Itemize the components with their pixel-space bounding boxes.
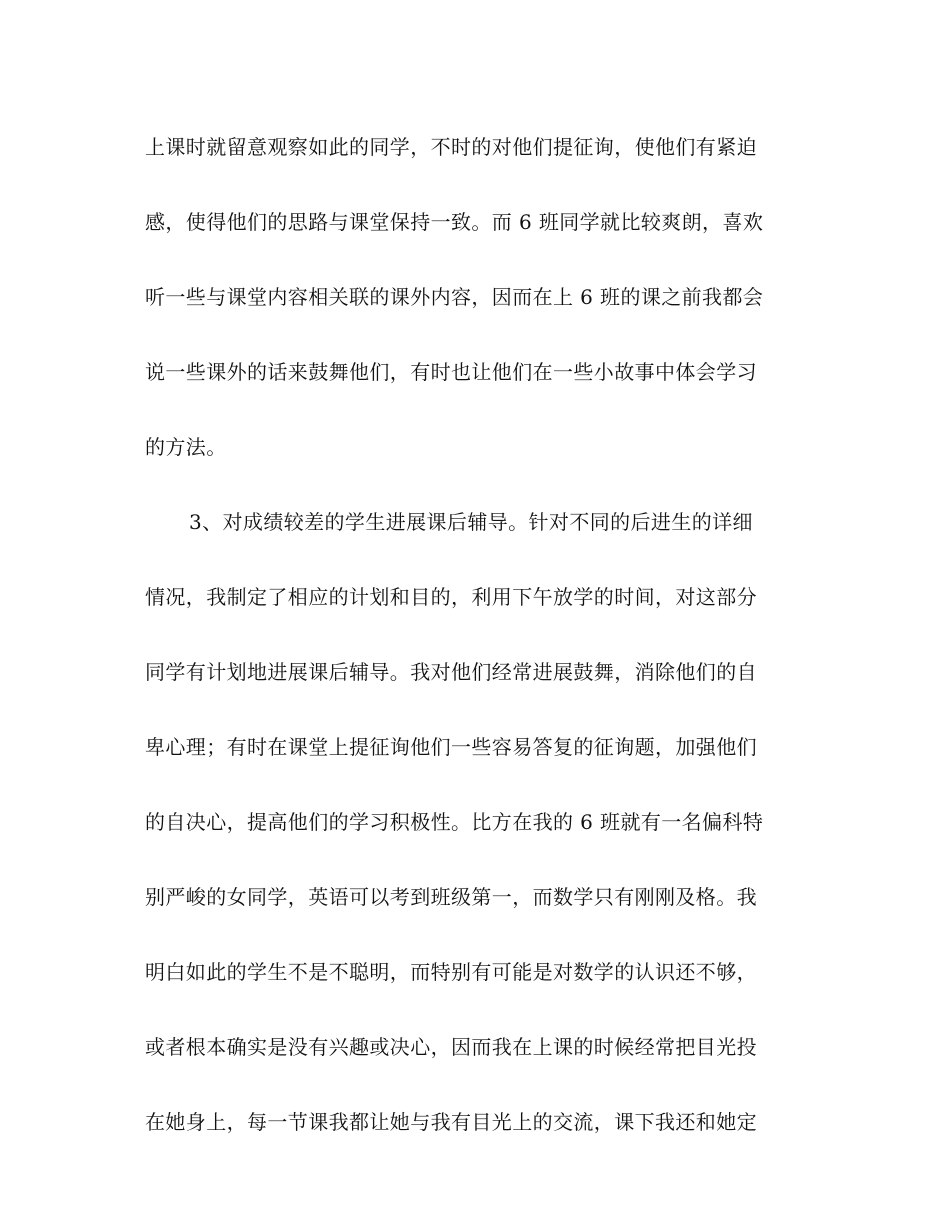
text-line: 同学有计划地进展课后辅导。我对他们经常进展鼓舞，消除他们的自 bbox=[145, 660, 757, 684]
text-line: 的自决心，提高他们的学习积极性。比方在我的 6 班就有一名偏科特 bbox=[145, 810, 764, 834]
text-line: 明白如此的学生不是不聪明，而特别有可能是对数学的认识还不够， bbox=[145, 960, 757, 984]
text-line: 的方法。 bbox=[145, 435, 227, 459]
text-line: 说一些课外的话来鼓舞他们，有时也让他们在一些小故事中体会学习 bbox=[145, 360, 757, 384]
text-line: 在她身上，每一节课我都让她与我有目光上的交流，课下我还和她定 bbox=[145, 1110, 757, 1134]
text-line: 感，使得他们的思路与课堂保持一致。而 6 班同学就比较爽朗，喜欢 bbox=[145, 210, 764, 234]
text-line: 情况，我制定了相应的计划和目的，利用下午放学的时间，对这部分 bbox=[145, 585, 757, 609]
paragraph-start-line: 3、对成绩较差的学生进展课后辅导。针对不同的后进生的详细 bbox=[189, 510, 753, 534]
text-line: 或者根本确实是没有兴趣或决心，因而我在上课的时候经常把目光投 bbox=[145, 1035, 757, 1059]
body-text bbox=[145, 123, 825, 1173]
text-line: 卑心理；有时在课堂上提征询他们一些容易答复的征询题，加强他们 bbox=[145, 735, 757, 759]
text-line: 听一些与课堂内容相关联的课外内容，因而在上 6 班的课之前我都会 bbox=[145, 285, 764, 309]
text-line: 别严峻的女同学，英语可以考到班级第一，而数学只有刚刚及格。我 bbox=[145, 885, 757, 909]
text-line: 上课时就留意观察如此的同学，不时的对他们提征询，使他们有紧迫 bbox=[145, 135, 757, 159]
